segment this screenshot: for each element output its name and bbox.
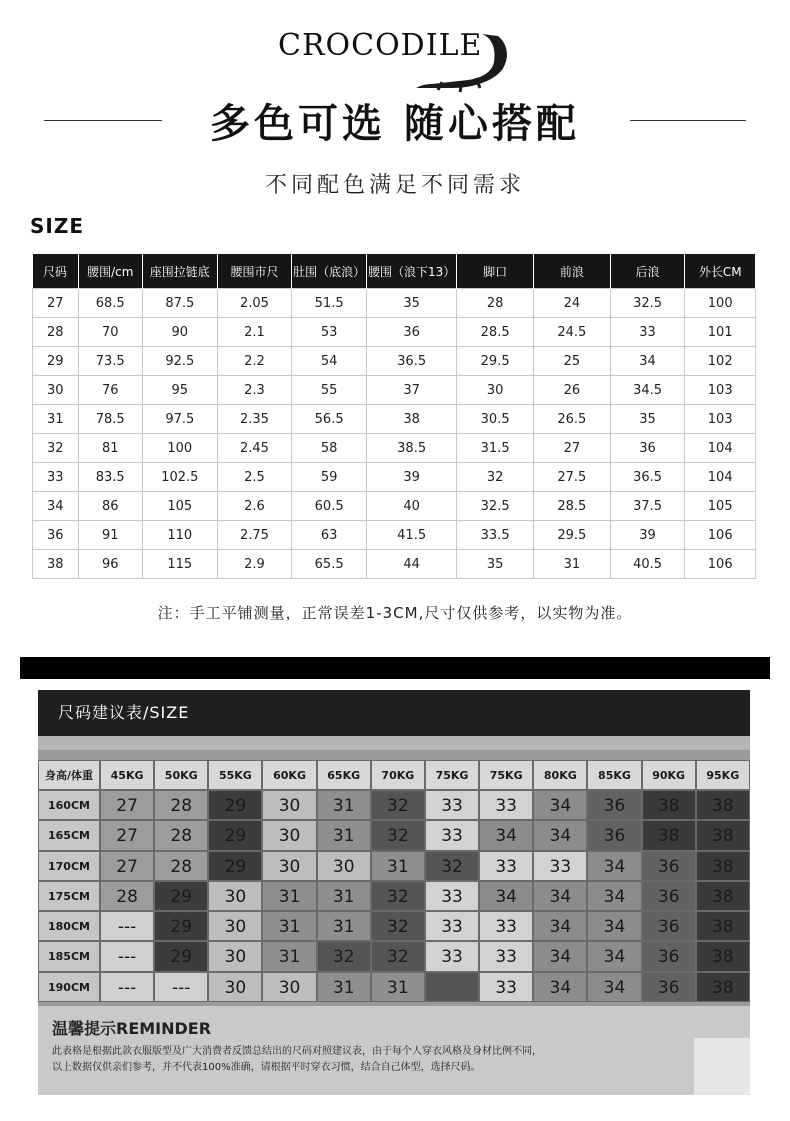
spec-header-cell: 后浪 [610, 254, 685, 289]
spec-cell: 102.5 [142, 463, 217, 492]
size-cell: 31 [317, 972, 371, 1002]
spec-cell: 28.5 [534, 492, 611, 521]
spec-cell: 27 [534, 434, 611, 463]
size-cell: 29 [208, 790, 262, 820]
reminder-line-1: 此表格是根据此款衣服版型及广大消费者反馈总结出的尺码对照建议表，由于每个人穿衣风格及身材比例不同， [52, 1046, 542, 1057]
size-cell: 33 [425, 911, 479, 941]
spec-cell: 37 [366, 376, 456, 405]
size-cell: 30 [262, 972, 316, 1002]
spec-cell: 33 [33, 463, 79, 492]
spec-cell: 39 [610, 521, 685, 550]
size-cell: 36 [642, 972, 696, 1002]
size-cell: 30 [262, 820, 316, 850]
size-cell: 27 [100, 851, 154, 881]
size-cell: 28 [154, 851, 208, 881]
spec-cell: 36 [610, 434, 685, 463]
size-cell: 32 [371, 820, 425, 850]
spec-cell: 28 [457, 289, 534, 318]
size-cell: 28 [100, 881, 154, 911]
spec-cell: 100 [685, 289, 756, 318]
size-cell: 34 [533, 790, 587, 820]
spec-cell: 106 [685, 550, 756, 579]
spec-cell: 39 [366, 463, 456, 492]
spec-cell: 87.5 [142, 289, 217, 318]
spec-row [33, 347, 756, 376]
size-cell: 38 [696, 851, 750, 881]
size-cell: --- [154, 972, 208, 1002]
spec-cell: 90 [142, 318, 217, 347]
size-cell: 34 [587, 881, 641, 911]
size-cell: 29 [154, 911, 208, 941]
size-cell: 38 [642, 820, 696, 850]
size-cell: 34 [533, 820, 587, 850]
spec-cell: 102 [685, 347, 756, 376]
spec-cell: 92.5 [142, 347, 217, 376]
subheadline-text: 不同配色满足不同需求 [264, 173, 525, 198]
spec-cell: 115 [142, 550, 217, 579]
weight-header: 95KG [696, 760, 750, 790]
spec-cell: 2.35 [217, 405, 292, 434]
weight-header: 50KG [154, 760, 208, 790]
size-spec-table [32, 254, 756, 579]
reminder-box [38, 1006, 750, 1095]
spec-cell: 36 [33, 521, 79, 550]
spec-cell: 2.9 [217, 550, 292, 579]
spec-cell: 24.5 [534, 318, 611, 347]
spec-cell: 65.5 [292, 550, 367, 579]
spec-cell: 73.5 [78, 347, 142, 376]
spec-row [33, 405, 756, 434]
reminder-edge-block [694, 1038, 750, 1095]
size-cell: 34 [533, 881, 587, 911]
size-cell: 34 [587, 911, 641, 941]
spec-header-cell: 腰围（浪下13） [366, 254, 456, 289]
weight-header: 90KG [642, 760, 696, 790]
brand-name: CROCODILE [278, 28, 483, 63]
size-cell: 33 [479, 972, 533, 1002]
spec-cell: 35 [366, 289, 456, 318]
spec-cell: 30 [33, 376, 79, 405]
size-cell: 33 [479, 911, 533, 941]
spec-cell: 86 [78, 492, 142, 521]
size-cell: 36 [642, 941, 696, 971]
spec-cell: 2.5 [217, 463, 292, 492]
size-cell: 34 [587, 941, 641, 971]
reminder-body [52, 1044, 692, 1076]
spec-cell: 53 [292, 318, 367, 347]
size-cell: 38 [642, 790, 696, 820]
spec-cell: 60.5 [292, 492, 367, 521]
size-cell: 34 [533, 911, 587, 941]
spec-cell: 106 [685, 521, 756, 550]
size-cell: 29 [154, 941, 208, 971]
spec-cell: 2.3 [217, 376, 292, 405]
size-cell: 33 [479, 941, 533, 971]
size-cell: 34 [479, 881, 533, 911]
size-cell: 34 [533, 972, 587, 1002]
size-cell: 38 [696, 911, 750, 941]
spec-header-row [33, 254, 756, 289]
spec-cell: 33 [610, 318, 685, 347]
spec-cell: 2.45 [217, 434, 292, 463]
size-cell: 38 [696, 972, 750, 1002]
spec-header-cell: 外长CM [685, 254, 756, 289]
spec-row [33, 463, 756, 492]
height-label: 180CM [38, 911, 100, 941]
spec-cell: 83.5 [78, 463, 142, 492]
size-cell: 30 [208, 881, 262, 911]
weight-header: 80KG [533, 760, 587, 790]
size-cell: 31 [317, 911, 371, 941]
size-cell: 36 [642, 911, 696, 941]
size-cell: 31 [262, 881, 316, 911]
size-cell: 33 [425, 881, 479, 911]
spec-row [33, 550, 756, 579]
spec-cell: 27.5 [534, 463, 611, 492]
recommendation-grid [38, 760, 750, 1002]
size-cell: 31 [262, 911, 316, 941]
spec-cell: 96 [78, 550, 142, 579]
size-cell: 36 [587, 790, 641, 820]
spec-cell: 101 [685, 318, 756, 347]
brand-header [0, 22, 790, 92]
spec-header-cell: 脚口 [457, 254, 534, 289]
spec-cell: 63 [292, 521, 367, 550]
size-cell: --- [100, 911, 154, 941]
spec-body [33, 289, 756, 579]
size-cell: 33 [425, 941, 479, 971]
spec-cell: 100 [142, 434, 217, 463]
size-cell: 29 [208, 820, 262, 850]
weight-header: 45KG [100, 760, 154, 790]
size-cell: 30 [262, 790, 316, 820]
recommendation-grid-wrap [38, 760, 750, 1002]
spec-cell: 103 [685, 405, 756, 434]
spec-cell: 31 [33, 405, 79, 434]
size-cell: 32 [371, 881, 425, 911]
size-section-label: SIZE [30, 214, 85, 238]
spec-cell: 25 [534, 347, 611, 376]
spec-cell: 70 [78, 318, 142, 347]
height-label: 175CM [38, 881, 100, 911]
spec-cell: 36.5 [610, 463, 685, 492]
size-cell: 31 [262, 941, 316, 971]
size-cell: 33 [533, 851, 587, 881]
spec-cell: 68.5 [78, 289, 142, 318]
size-cell: 33 [425, 790, 479, 820]
spec-header-cell: 腰围/cm [78, 254, 142, 289]
spec-cell: 103 [685, 376, 756, 405]
spec-cell: 30 [457, 376, 534, 405]
spec-cell: 26.5 [534, 405, 611, 434]
grid-corner-label: 身高/体重 [38, 760, 100, 790]
spec-cell: 32 [33, 434, 79, 463]
spec-header-cell: 前浪 [534, 254, 611, 289]
weight-header: 60KG [262, 760, 316, 790]
reminder-line-2: 以上数据仅供亲们参考，并不代表100%准确，请根据平时穿衣习惯，结合自己体型，选择尺码。 [52, 1062, 481, 1073]
spec-cell: 2.05 [217, 289, 292, 318]
spec-cell: 38 [33, 550, 79, 579]
size-cell: 38 [696, 790, 750, 820]
size-cell: 38 [696, 820, 750, 850]
size-cell: 36 [642, 851, 696, 881]
size-cell: 31 [371, 851, 425, 881]
height-label: 160CM [38, 790, 100, 820]
spec-cell: 36 [366, 318, 456, 347]
spec-cell: 29.5 [457, 347, 534, 376]
size-cell: 34 [479, 820, 533, 850]
spec-cell: 54 [292, 347, 367, 376]
size-cell: 38 [696, 941, 750, 971]
spec-header-cell: 肚围（底浪） [292, 254, 367, 289]
spec-cell: 34 [610, 347, 685, 376]
spec-cell: 37.5 [610, 492, 685, 521]
spec-cell: 34.5 [610, 376, 685, 405]
spec-cell: 76 [78, 376, 142, 405]
spec-cell: 105 [685, 492, 756, 521]
spec-cell: 32 [457, 463, 534, 492]
spec-header-cell: 座围拉链底 [142, 254, 217, 289]
weight-header: 70KG [371, 760, 425, 790]
size-cell: 30 [208, 911, 262, 941]
size-cell: 31 [317, 881, 371, 911]
size-cell: 32 [371, 790, 425, 820]
spec-cell: 34 [33, 492, 79, 521]
size-cell: 32 [317, 941, 371, 971]
crocodile-logo-icon [412, 32, 522, 94]
weight-header: 75KG [425, 760, 479, 790]
spec-cell: 38 [366, 405, 456, 434]
spec-row [33, 492, 756, 521]
size-cell: 29 [208, 851, 262, 881]
spec-cell: 35 [610, 405, 685, 434]
spec-row [33, 376, 756, 405]
size-cell: 34 [533, 941, 587, 971]
section-divider-bar [20, 657, 770, 679]
height-label: 170CM [38, 851, 100, 881]
spec-row [33, 521, 756, 550]
spec-row [33, 289, 756, 318]
weight-header: 55KG [208, 760, 262, 790]
size-cell: 30 [317, 851, 371, 881]
spec-cell: 44 [366, 550, 456, 579]
size-cell: 28 [154, 790, 208, 820]
size-cell: 36 [587, 820, 641, 850]
recommendation-title: 尺码建议表/SIZE [38, 690, 750, 736]
size-cell: 32 [371, 911, 425, 941]
weight-header: 65KG [317, 760, 371, 790]
size-cell: 30 [208, 972, 262, 1002]
spec-cell: 56.5 [292, 405, 367, 434]
spec-cell: 2.2 [217, 347, 292, 376]
spec-cell: 40 [366, 492, 456, 521]
spec-cell: 78.5 [78, 405, 142, 434]
size-cell: 33 [479, 851, 533, 881]
spec-cell: 105 [142, 492, 217, 521]
height-label: 165CM [38, 820, 100, 850]
size-cell: 32 [425, 851, 479, 881]
spec-cell: 104 [685, 463, 756, 492]
spec-cell: 28 [33, 318, 79, 347]
spec-row [33, 434, 756, 463]
size-cell: --- [100, 941, 154, 971]
spec-cell: 40.5 [610, 550, 685, 579]
spec-cell: 59 [292, 463, 367, 492]
spec-cell: 2.75 [217, 521, 292, 550]
size-cell: 38 [696, 881, 750, 911]
size-cell: 30 [208, 941, 262, 971]
reminder-title: 温馨提示REMINDER [52, 1019, 212, 1038]
spec-cell: 32.5 [610, 289, 685, 318]
spec-cell: 51.5 [292, 289, 367, 318]
size-cell: 31 [317, 820, 371, 850]
spec-cell: 31 [534, 550, 611, 579]
spec-header-cell: 腰围市尺 [217, 254, 292, 289]
spec-cell: 97.5 [142, 405, 217, 434]
size-cell: --- [100, 972, 154, 1002]
spec-cell: 104 [685, 434, 756, 463]
spec-cell: 55 [292, 376, 367, 405]
spec-cell: 38.5 [366, 434, 456, 463]
headline-text: 多色可选 随心搭配 [210, 101, 580, 147]
spec-cell: 35 [457, 550, 534, 579]
size-cell: 27 [100, 820, 154, 850]
spec-cell: 110 [142, 521, 217, 550]
spec-cell: 27 [33, 289, 79, 318]
size-cell: 36 [642, 881, 696, 911]
spec-cell: 28.5 [457, 318, 534, 347]
size-cell [425, 972, 479, 1002]
spec-cell: 58 [292, 434, 367, 463]
spec-cell: 36.5 [366, 347, 456, 376]
spec-header-cell: 尺码 [33, 254, 79, 289]
size-cell: 31 [317, 790, 371, 820]
headline-block [0, 92, 790, 152]
measurement-note: 注：手工平铺测量，正常误差1-3CM,尺寸仅供参考，以实物为准。 [157, 604, 633, 622]
spec-cell: 2.1 [217, 318, 292, 347]
height-label: 185CM [38, 941, 100, 971]
size-cell: 27 [100, 790, 154, 820]
size-cell: 30 [262, 851, 316, 881]
height-label: 190CM [38, 972, 100, 1002]
size-cell: 34 [587, 851, 641, 881]
size-cell: 32 [371, 941, 425, 971]
weight-header: 75KG [479, 760, 533, 790]
size-cell: 33 [425, 820, 479, 850]
size-cell: 29 [154, 881, 208, 911]
spec-cell: 24 [534, 289, 611, 318]
spec-cell: 32.5 [457, 492, 534, 521]
size-cell: 33 [479, 790, 533, 820]
spec-cell: 30.5 [457, 405, 534, 434]
size-cell: 34 [587, 972, 641, 1002]
size-cell: 31 [371, 972, 425, 1002]
spec-cell: 33.5 [457, 521, 534, 550]
spec-cell: 91 [78, 521, 142, 550]
spec-cell: 31.5 [457, 434, 534, 463]
panel-strip [38, 736, 750, 750]
spec-cell: 2.6 [217, 492, 292, 521]
spec-cell: 41.5 [366, 521, 456, 550]
spec-cell: 29 [33, 347, 79, 376]
size-cell: 28 [154, 820, 208, 850]
weight-header: 85KG [587, 760, 641, 790]
spec-cell: 26 [534, 376, 611, 405]
spec-cell: 95 [142, 376, 217, 405]
spec-row [33, 318, 756, 347]
spec-cell: 29.5 [534, 521, 611, 550]
spec-cell: 81 [78, 434, 142, 463]
